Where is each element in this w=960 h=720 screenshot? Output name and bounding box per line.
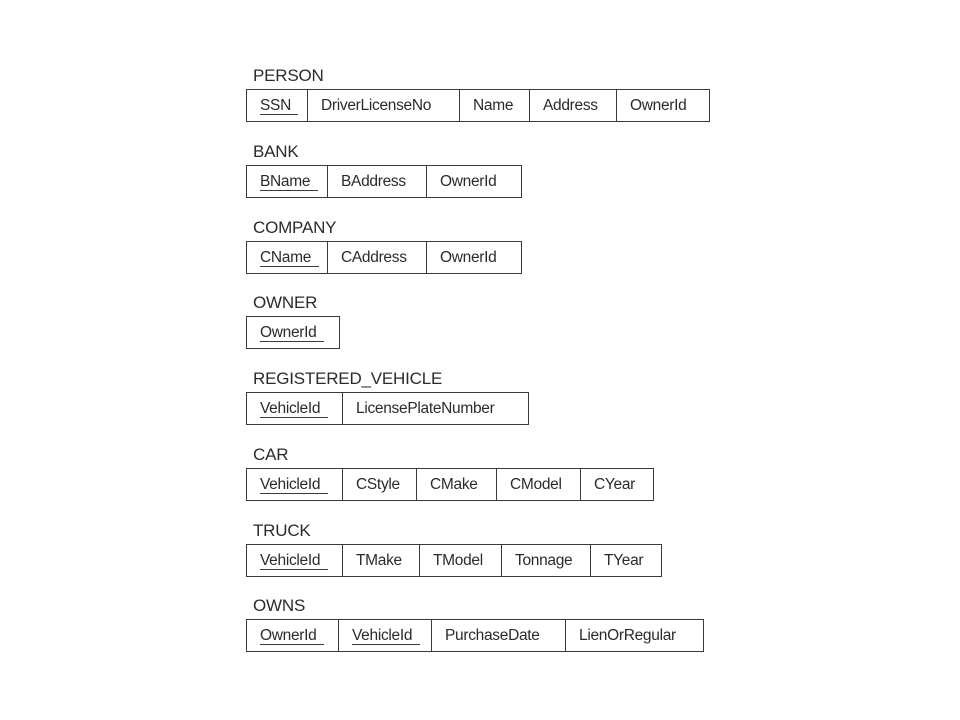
- attribute-cell: [419, 545, 501, 576]
- attribute-row: [246, 468, 654, 501]
- attribute-row: [246, 392, 529, 425]
- relation-name: OWNS: [253, 596, 306, 615]
- primary-key-attribute: [247, 393, 342, 424]
- attribute-label: LienOrRegular: [579, 627, 676, 644]
- attribute-label: SSN: [260, 97, 291, 114]
- attribute-label: LicensePlateNumber: [356, 400, 495, 417]
- attribute-label: VehicleId: [260, 476, 321, 493]
- attribute-cell: [307, 90, 459, 121]
- attribute-cell: [327, 166, 426, 197]
- attribute-row: [246, 619, 704, 652]
- relation-name: OWNER: [253, 293, 318, 312]
- attribute-label: Tonnage: [515, 552, 573, 569]
- relation-name: PERSON: [253, 66, 324, 85]
- attribute-cell: [565, 620, 703, 651]
- attribute-cell: [501, 545, 590, 576]
- attribute-label: OwnerId: [260, 324, 317, 341]
- attribute-label: OwnerId: [260, 627, 317, 644]
- primary-key-attribute: [247, 317, 339, 348]
- attribute-cell: [459, 90, 529, 121]
- attribute-cell: [431, 620, 565, 651]
- primary-key-attribute: [247, 545, 342, 576]
- attribute-cell: [426, 166, 521, 197]
- attribute-label: VehicleId: [260, 400, 321, 417]
- attribute-row: [246, 241, 522, 274]
- attribute-cell: [342, 545, 419, 576]
- attribute-cell: [426, 242, 521, 273]
- primary-key-attribute: [247, 242, 327, 273]
- attribute-label: OwnerId: [630, 97, 687, 114]
- attribute-cell: [590, 545, 661, 576]
- relation-name: TRUCK: [253, 521, 311, 540]
- attribute-row: [246, 89, 710, 122]
- relation-name: CAR: [253, 445, 289, 464]
- primary-key-attribute: [247, 90, 307, 121]
- attribute-label: VehicleId: [260, 552, 321, 569]
- attribute-label: BName: [260, 173, 311, 190]
- relation-name: BANK: [253, 142, 299, 161]
- attribute-cell: [529, 90, 616, 121]
- attribute-label: CAddress: [341, 249, 407, 266]
- attribute-label: Address: [543, 97, 598, 114]
- attribute-cell: [342, 393, 528, 424]
- attribute-label: OwnerId: [440, 249, 497, 266]
- attribute-label: Name: [473, 97, 514, 114]
- attribute-row: [246, 316, 340, 349]
- primary-key-attribute: [247, 620, 338, 651]
- attribute-label: CStyle: [356, 476, 400, 493]
- attribute-label: OwnerId: [440, 173, 497, 190]
- attribute-cell: [496, 469, 580, 500]
- attribute-cell: [580, 469, 653, 500]
- attribute-row: [246, 544, 662, 577]
- attribute-label: TYear: [604, 552, 644, 569]
- relation-name: REGISTERED_VEHICLE: [253, 369, 443, 388]
- attribute-cell: [416, 469, 496, 500]
- attribute-label: DriverLicenseNo: [321, 97, 432, 114]
- attribute-label: TMake: [356, 552, 402, 569]
- primary-key-attribute: [247, 166, 327, 197]
- attribute-row: [246, 165, 522, 198]
- attribute-label: CModel: [510, 476, 562, 493]
- attribute-label: CMake: [430, 476, 478, 493]
- attribute-label: CName: [260, 249, 312, 266]
- primary-key-attribute: [247, 469, 342, 500]
- relation-name: COMPANY: [253, 218, 337, 237]
- attribute-label: VehicleId: [352, 627, 413, 644]
- attribute-label: PurchaseDate: [445, 627, 540, 644]
- attribute-label: BAddress: [341, 173, 406, 190]
- attribute-cell: [616, 90, 709, 121]
- attribute-label: TModel: [433, 552, 483, 569]
- attribute-cell: [327, 242, 426, 273]
- attribute-label: CYear: [594, 476, 636, 493]
- primary-key-attribute: [338, 620, 431, 651]
- attribute-cell: [342, 469, 416, 500]
